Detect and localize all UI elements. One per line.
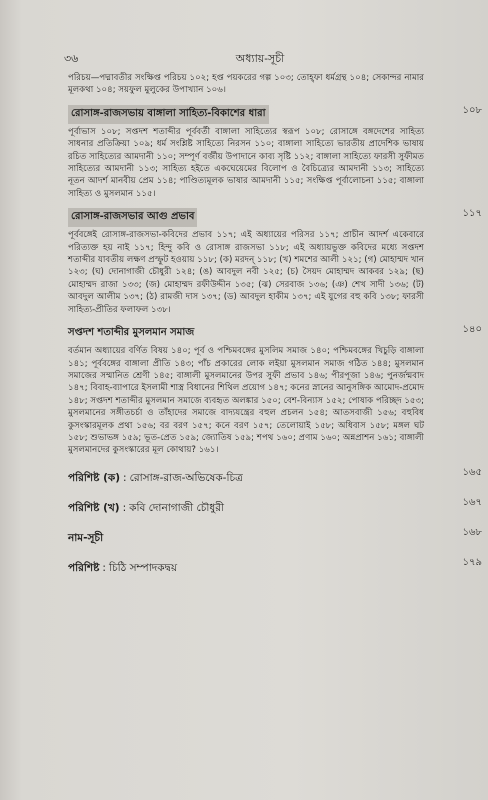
section-body: বর্তমান অধ্যায়ের বর্ণিত বিষয় ১৪০; পূর্ব ও পশ্চিমবঙ্গের মুসলিম সমাজ ১৪০; পশ্চিমবঙ্গের খিচুড়ি বাঙ্গালা ১৪১; পূর্ববঙ্গের বাঙ্গালা প্রীতি ১৪৩; পাঁচ প্রকারের লোক লইয়া মুসলমান সমাজ গঠিত ১৪৪; মুসলমান সমাজের সম্মানিত শ্রেণী ১৪৫; বাঙ্গালী মুসলমানের উপর সুফী প্রভাব ১৪৬; পীরপূজা ১৪৬; পুনর্জন্মবাদ ১৪৭; বিবাহ-ব্যাপারে ইসলামী শাস্ত্র বিধানের শিথিল প্রয়োগ ১৪৭; কনের স্নানের আনুসঙ্গিক আমোদ-প্রমোদ ১৪৮; সপ্তদশ শতাব্দীর মুসলমান সমাজে ব্যবহৃত অলঙ্কার ১৫০; বেশ-বিন্যাস ১৫২; পোষাক পরিচ্ছদ ১৫৩; মুসলমানের সঙ্গীতচর্চা ও তাঁহাদের সমাজে বাদ্যযন্ত্রের বহুল প্রচলন ১৫৪; আতসবাজী ১৫৬; বহুবিধ কুসংস্কারমূলক প্রথা ১৫৬; বর বরণ ১৫৭; কনে বরণ ১৫৭; তেলোয়াই ১৫৮; অধিবাস ১৫৮; মঙ্গল ঘট ১৫৮; শুভাভঙ্গ ১৫৯; ভূত-প্রেত ১৫৯; জ্যোতিষ ১৫৯; শপথ ১৬০; প্রণাম ১৬০; অন্নপ্রাশন ১৬১; বাঙ্গালী মুসলমানদের কুসংস্কারের মূল কোথায়? ১৬১। [68, 346, 424, 456]
appendix-entry: পরিশিষ্ট (খ) : কবি দোনাগাজী চৌধুরী ১৬৭ [68, 496, 482, 514]
toc-section [68, 204, 482, 316]
running-title: অধ্যায়-সূচী [235, 52, 285, 65]
appendix-page-number: ১৬৫ [462, 466, 482, 478]
section-title: রোসাঙ্গ-রাজসভায় বাঙ্গালা সাহিত্য-বিকাশের ধারা [68, 105, 269, 124]
toc-content [68, 72, 482, 577]
section-title: রোসাঙ্গ-রাজসভার আগু প্রভাব [68, 208, 197, 227]
intro-paragraph: পরিচয়—পদ্মাবতীর সংক্ষিপ্ত পরিচয় ১০২; হপ্ত পয়করের গল্প ১০৩; তোহ্‌ফা ধর্মগ্রন্থ ১০৪; সেকান্দর নামার মূলকথা ১০৪; সয়ফুল মুলুকের উপাখ্যান ১০৬। [68, 73, 424, 96]
appendix-entry: পরিশিষ্ট (ক) : রোসাঙ্গ-রাজ-অভিষেক-চিত্র ১৬৫ [68, 466, 482, 484]
appendix-text: চিঠি সম্পাদকদ্বয় [108, 561, 178, 574]
section-page-number: ১১৭ [462, 208, 482, 220]
appendix-page-number: ১৬৮ [462, 526, 482, 538]
page-number: ৩৬ [64, 52, 79, 65]
section-body: পূর্বাভাস ১০৮; সপ্তদশ শতাব্দীর পূর্ববর্তী বাঙ্গালা সাহিত্যের স্বরূপ ১০৮; রোসাঙ্গে বঙ্গদেশের সাহিত্য সাধনার প্রতিক্রিয়া ১০৯; ধর্ম সংশ্লিষ্ট সাহিত্যে নিরসন ১১০; বাঙ্গালা সাহিত্যে ভারতীয় প্রাদেশিক ভাষায় রচিত সাহিত্যের আমদানী ১১০; সম্পূর্ণ বর্জীয় উপাদানে কাব্য সৃষ্টি ১১২; বাঙ্গালা সাহিত্যে ফারসী সুফীমত সাহিত্যের আমদানী ১১৩; সাহিত্য হইতে একঘেয়েমের বিলোপ ও বৈচিত্র্যের আমদানী ১১৩; সাহিত্যে নূতন আদর্শ মানবীয় প্রেম ১১৪; পাণ্ডিত্যমূলক ভাষার আমদানী ১১৫; সংক্ষিপ্ত পূর্বালোচনা ১১৫; বাঙ্গালা সাহিত্য ও মুসলমান ১১৫। [68, 126, 424, 199]
appendix-label: নাম-সূচী [68, 531, 104, 544]
section-body: পূর্ববঙ্গেই রোসাঙ্গ-রাজসভা-কবিদের প্রভাব ১১৭; এই অধ্যায়ের পরিসর ১১৭; প্রাচীন আদর্শ একেবারে পরিত্যক্ত হয় নাই ১১৭; হিন্দু কবি ও রোসাঙ্গ রাজসভা ১১৮; এই অধ্যায়ভুক্ত কবিদের মধ্যে সপ্তদশ শতাব্দীর যাবতীয় লক্ষণ প্রস্ফুট হওয়ায় ১১৮; (ক) মরদন্ ১১৮; (খ) শমশের আলী ১২১; (গ) মোহাম্মদ খান ১২৩; (ঘ) দোনাগাজী চৌধুরী ১২৪; (ঙ) আবদুল নবী ১২৫; (চ) সৈয়দ মোহাম্মদ আকবর ১২৯; (ছ) মোহাম্মদ রাজা ১৩৩; (জ) মোহাম্মদ রফীউদ্দীন ১৩৫; (ঝ) সেরবাজ ১৩৬; (ঞ) শেখ সাদী ১৩৬; (ট) আবদুল আলীম ১৩৭; (ঠ) রামজী দাস ১৩৭; (ড) আবদুল হাকীম ১৩৭; এই যুগের বহু কবি ১৩৮; ফারসী সাহিত্য-প্রীতির ফলাফল ১৩৮। [68, 230, 424, 315]
appendix-text: রোসাঙ্গ-রাজ-অভিষেক-চিত্র [129, 471, 243, 484]
appendix-label: পরিশিষ্ট (ক) [68, 471, 121, 484]
appendix-entry [68, 526, 482, 547]
appendix-page-number: ১৬৭ [462, 496, 482, 508]
toc-section [68, 101, 482, 200]
appendix-page-number: ১৭৯ [462, 556, 482, 568]
page-header [0, 50, 488, 66]
appendix-label: পরিশিষ্ট (খ) [68, 501, 120, 514]
appendix-label: পরিশিষ্ট [68, 561, 100, 574]
toc-section [68, 320, 482, 457]
section-page-number: ১৪০ [462, 324, 482, 336]
appendix-entry: পরিশিষ্ট : চিঠি সম্পাদকদ্বয় ১৭৯ [68, 556, 482, 574]
appendix-text: কবি দোনাগাজী চৌধুরী [129, 501, 225, 514]
section-title: সপ্তদশ শতাব্দীর মুসলমান সমাজ [68, 327, 195, 339]
section-page-number: ১০৮ [462, 104, 482, 116]
